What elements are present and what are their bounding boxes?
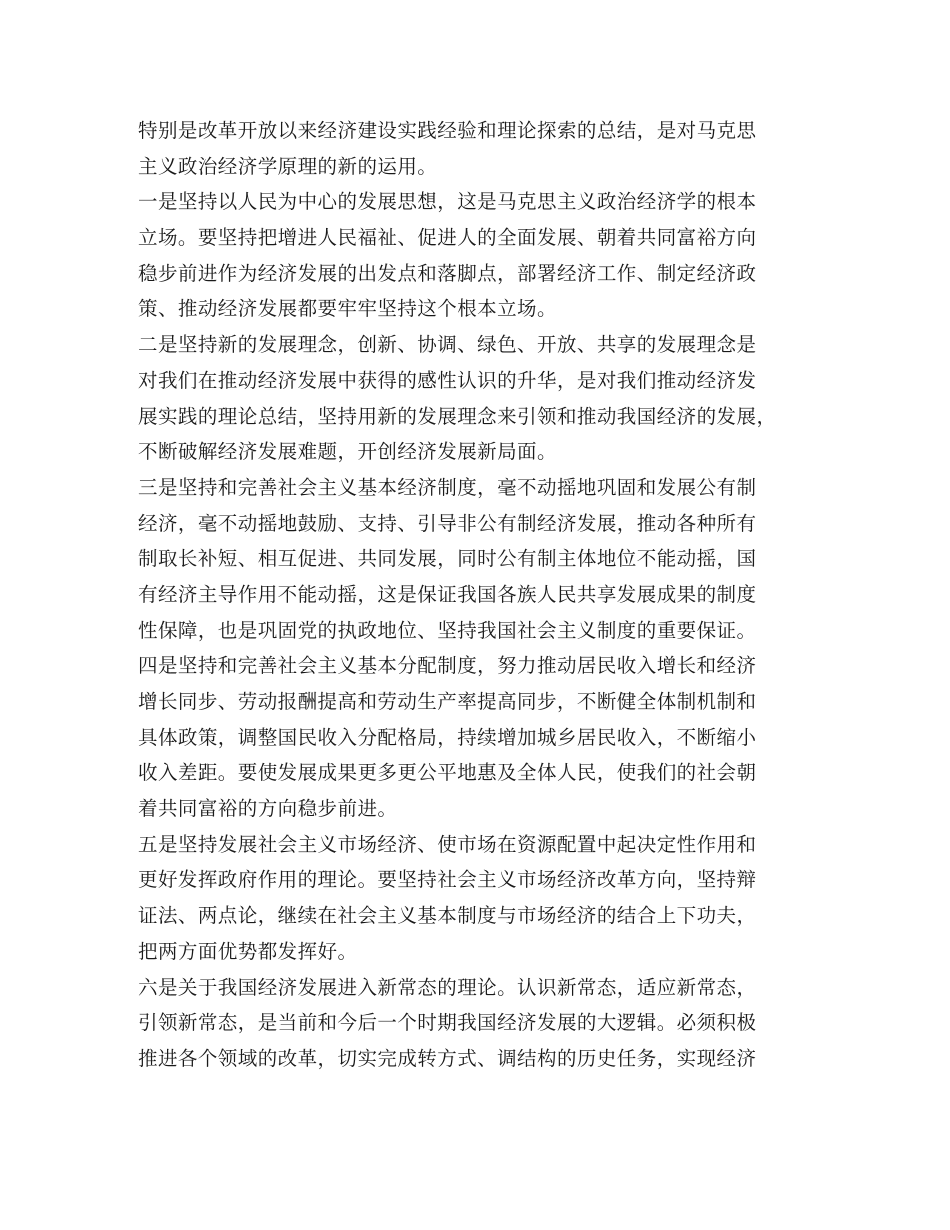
text-line: 收入差距。要使发展成果更多更公平地惠及全体人民，使我们的社会朝 — [138, 761, 757, 785]
text-line: 对我们在推动经济发展中获得的感性认识的升华，是对我们推动经济发 — [138, 368, 757, 392]
text-line: 更好发挥政府作用的理论。要坚持社会主义市场经济改革方向，坚持辩 — [138, 868, 757, 892]
text-line: 引领新常态，是当前和今后一个时期我国经济发展的大逻辑。必须积极 — [138, 1011, 757, 1035]
text-line: 三是坚持和完善社会主义基本经济制度，毫不动摇地巩固和发展公有制 — [138, 475, 757, 499]
text-line: 展实践的理论总结，坚持用新的发展理念来引领和推动我国经济的发展， — [138, 404, 777, 428]
text-line: 四是坚持和完善社会主义基本分配制度，努力推动居民收入增长和经济 — [138, 654, 757, 678]
paragraph-point-2 — [138, 327, 828, 470]
text-line: 特别是改革开放以来经济建设实践经验和理论探索的总结，是对马克思 — [138, 119, 757, 142]
text-line: 推进各个领域的改革，切实完成转方式、调结构的历史任务，实现经济 — [138, 1046, 757, 1070]
text-line: 具体政策，调整国民收入分配格局，持续增加城乡居民收入，不断缩小 — [138, 725, 757, 749]
paragraph-intro — [138, 113, 828, 184]
text-line: 主义政治经济学原理的新的运用。 — [138, 154, 438, 178]
text-line: 性保障，也是巩固党的执政地位、坚持我国社会主义制度的重要保证。 — [138, 618, 757, 642]
text-line: 六是关于我国经济发展进入新常态的理论。认识新常态，适应新常态， — [138, 975, 757, 999]
text-line: 证法、两点论，继续在社会主义基本制度与市场经济的结合上下功夫， — [138, 904, 757, 928]
paragraph-point-6 — [138, 970, 828, 1077]
document-page — [138, 113, 828, 1077]
text-line: 增长同步、劳动报酬提高和劳动生产率提高同步，不断健全体制机制和 — [138, 690, 757, 713]
paragraph-point-5 — [138, 827, 828, 970]
paragraph-point-1 — [138, 184, 828, 327]
text-line: 把两方面优势都发挥好。 — [138, 939, 358, 963]
text-line: 着共同富裕的方向稳步前进。 — [138, 797, 398, 821]
paragraph-point-3 — [138, 470, 828, 648]
text-line: 不断破解经济发展难题，开创经济发展新局面。 — [138, 440, 557, 464]
paragraph-point-4 — [138, 648, 828, 826]
text-line: 经济，毫不动摇地鼓励、支持、引导非公有制经济发展，推动各种所有 — [138, 511, 757, 535]
text-line: 五是坚持发展社会主义市场经济、使市场在资源配置中起决定性作用和 — [138, 832, 757, 856]
text-line: 制取长补短、相互促进、共同发展，同时公有制主体地位不能动摇，国 — [138, 547, 757, 571]
text-line: 二是坚持新的发展理念，创新、协调、绿色、开放、共享的发展理念是 — [138, 333, 757, 357]
text-line: 一是坚持以人民为中心的发展思想，这是马克思主义政治经济学的根本 — [138, 190, 757, 214]
text-line: 立场。要坚持把增进人民福祉、促进人的全面发展、朝着共同富裕方向 — [138, 226, 757, 250]
text-line: 有经济主导作用不能动摇，这是保证我国各族人民共享发展成果的制度 — [138, 582, 757, 606]
text-line: 策、推动经济发展都要牢牢坚持这个根本立场。 — [138, 297, 557, 321]
text-line: 稳步前进作为经济发展的出发点和落脚点，部署经济工作、制定经济政 — [138, 261, 757, 285]
